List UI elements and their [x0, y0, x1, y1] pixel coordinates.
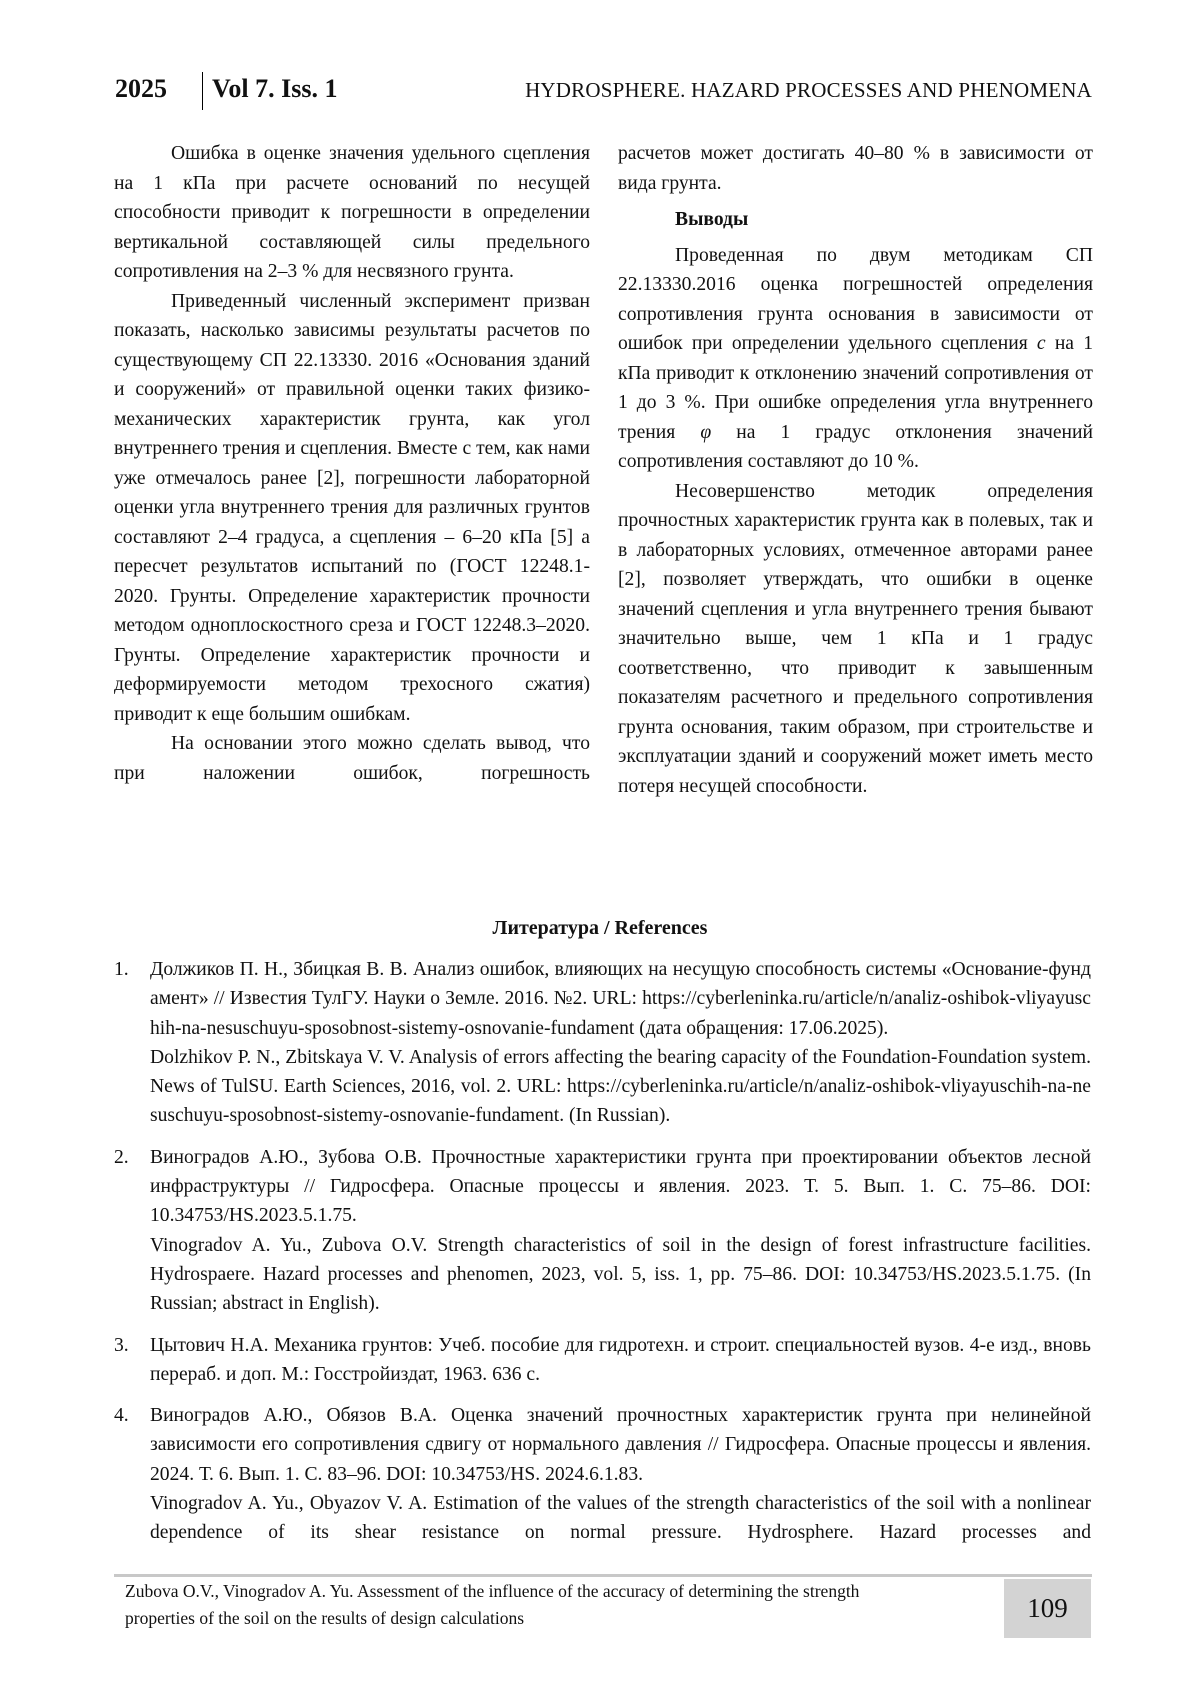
- paragraph-conclusion-start: На основании этого можно сделать вывод, что при наложении ошибок, погрешность: [114, 733, 590, 784]
- references-list: [114, 955, 1091, 1560]
- reference-ru: Виноградов А.Ю., Обязов В.А. Оценка значений прочностных характеристик грунта при нелинейной зависимости его сопротивления сдвигу от нормального давления // Гидросфера. Опасные процессы и явления. 2024. Т. 6. Вып. 1. С. 83–96. DOI: 10.34753/HS. 2024.6.1.83.: [150, 1405, 1091, 1485]
- page-number: 109: [1004, 1579, 1091, 1638]
- reference-item: [114, 1401, 1091, 1547]
- header-separator: [202, 72, 203, 110]
- reference-en: Vinogradov A. Yu., Obyazov V. A. Estimation of the values of the strength characteristics of the soil with a nonlinear dependence of its shear resistance on normal pressure. Hydrosphere. Hazard processes and: [150, 1493, 1091, 1544]
- paragraph-error-estimate: Ошибка в оценке значения удельного сцепления на 1 кПа при расчете оснований по несущей способности приводит к погрешности в определении вертикальной составляющей силы предельного сопротивления на 2–3 % для несвязного грунта.: [114, 143, 590, 282]
- cohesion-symbol: c: [1036, 333, 1046, 354]
- reference-item: [114, 1331, 1091, 1390]
- friction-angle-symbol: φ: [700, 421, 712, 443]
- journal-title: HYDROSPHERE. HAZARD PROCESSES AND PHENOMENA: [525, 78, 1092, 102]
- conclusions-1-text-c: на 1 градус отклонения значений сопротивления составляют до 10 %.: [618, 421, 1093, 472]
- conclusions-1-text-a: Проведенная по двум методикам СП 22.13330.2016 оценка погрешностей определения сопротивления грунта основания в зависимости от ошибок при определении удельного сцепления: [618, 244, 1093, 354]
- running-header: [115, 74, 1092, 108]
- reference-ru: Должиков П. Н., Збицкая В. В. Анализ ошибок, влияющих на несущую способность системы «Основание-фундамент» // Известия ТулГУ. Науки о Земле. 2016. №2. URL: https://cyberleninka.ru/article/n/analiz-oshibok-vliyayuschih-na-nesuschuyu-sposobnost-sistemy-osnovanie-fundament (дата обращения: 17.06.2025).: [150, 959, 1091, 1039]
- right-column: [618, 139, 1093, 801]
- references-title: Литература / References: [492, 917, 708, 939]
- reference-item: [114, 955, 1091, 1131]
- reference-number: 2.: [114, 1146, 129, 1168]
- paragraph-conclusions-2: Несовершенство методик определения прочностных характеристик грунта как в полевых, так и в лабораторных условиях, отмеченное авторами ранее [2], позволяет утверждать, что ошибки в оценке значений сцепления и угла внутреннего трения бывают значительно выше, чем 1 кПа и 1 градус соответственно, что приводит к завышенным показателям расчетного и предельного сопротивления грунта основания, таким образом, при строительстве и эксплуатации зданий и сооружений может иметь место потеря несущей способности.: [618, 480, 1093, 797]
- reference-number: 1.: [114, 959, 129, 980]
- reference-ru: Цытович Н.А. Механика грунтов: Учеб. пособие для гидротехн. и строит. специальностей вузов. 4-е изд., вновь перераб. и доп. М.: Госстройиздат, 1963. 636 с.: [150, 1334, 1091, 1385]
- reference-number: 4.: [114, 1405, 129, 1427]
- conclusions-heading: Выводы: [675, 209, 749, 230]
- issue-year: 2025: [115, 74, 167, 103]
- paragraph-numerical-experiment: Приведенный численный эксперимент призван показать, насколько зависимы результаты расчетов по существующему СП 22.13330. 2016 «Основания зданий и сооружений» от правильной оценки таких физико-механических характеристик грунта, как угол внутреннего трения и сцепления. Вместе с тем, как нами уже отмечалось ранее [2], погрешности лабораторной оценки угла внутреннего трения для различных грунтов составляют 2–4 градуса, а сцепления – 6–20 кПа [5] а пересчет результатов испытаний по (ГОСТ 12248.1-2020. Грунты. Определение характеристик прочности методом одноплоскостного среза и ГОСТ 12248.3–2020. Грунты. Определение характеристик прочности и деформируемости методом трехосного сжатия) приводит к еще большим ошибкам.: [114, 290, 590, 725]
- footer-divider: [114, 1574, 1092, 1577]
- paragraph-continuation: расчетов может достигать 40–80 % в зависимости от вида грунта.: [618, 143, 1093, 194]
- paragraph-conclusions-1: [618, 241, 1093, 477]
- reference-ru: Виноградов А.Ю., Зубова О.В. Прочностные характеристики грунта при проектировании объектов лесной инфраструктуры // Гидросфера. Опасные процессы и явления. 2023. Т. 5. Вып. 1. С. 75–86. DOI: 10.34753/HS.2023.5.1.75.: [150, 1146, 1091, 1227]
- footer-citation-line-2: properties of the soil on the results of design calculations: [125, 1608, 525, 1628]
- reference-item: [114, 1143, 1091, 1319]
- conclusions-1-text-b: на 1 кПа приводит к отклонению значений сопротивления от 1 до 3 %. При ошибке определения угла внутреннего трения: [618, 333, 1093, 443]
- left-column: [114, 139, 590, 788]
- footer-citation-line-1: Zubova O.V., Vinogradov A. Yu. Assessment of the influence of the accuracy of determining the strength: [125, 1581, 860, 1601]
- reference-en: Vinogradov A. Yu., Zubova O.V. Strength characteristics of soil in the design of forest infrastructure facilities. Hydrospaere. Hazard processes and phenomen, 2023, vol. 5, iss. 1, pp. 75–86. DOI: 10.34753/HS.2023.5.1.75. (In Russian; abstract in English).: [150, 1234, 1091, 1315]
- volume-issue: Vol 7. Iss. 1: [212, 74, 338, 103]
- footer-citation: [125, 1578, 1005, 1632]
- reference-en: Dolzhikov P. N., Zbitskaya V. V. Analysis of errors affecting the bearing capacity of the Foundation-Foundation system. News of TulSU. Earth Sciences, 2016, vol. 2. URL: https://cyberleninka.ru/article/n/analiz-oshibok-vliyayuschih-na-nesuschuyu-sposobnost-sistemy-osnovanie-fundament. (In Russian).: [150, 1046, 1091, 1127]
- reference-number: 3.: [114, 1334, 129, 1356]
